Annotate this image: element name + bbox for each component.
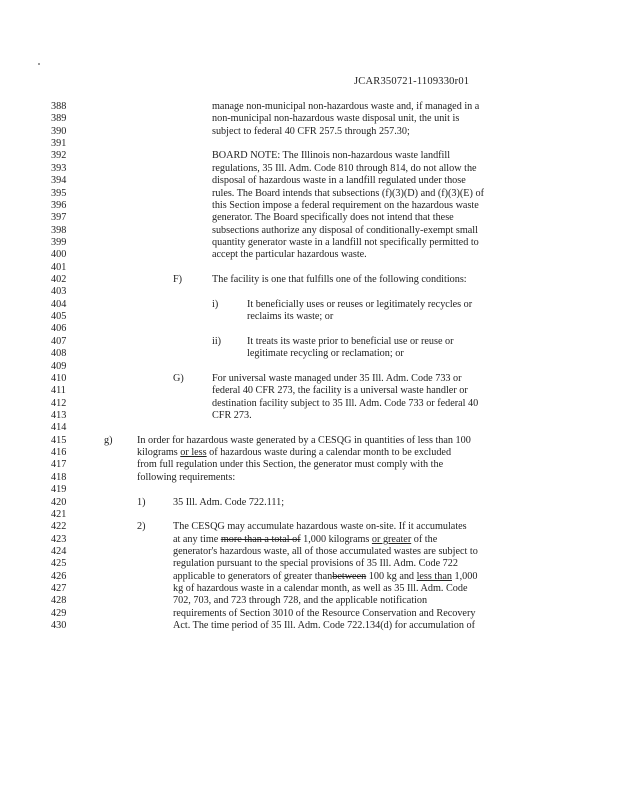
- text-segment: of the: [411, 533, 438, 545]
- text-segment: at any time: [173, 533, 221, 545]
- line-number: 402: [51, 274, 67, 286]
- line-number: 414: [51, 422, 67, 434]
- line-number: 429: [51, 607, 67, 619]
- line-number: 398: [51, 224, 67, 236]
- line-text: manage non-municipal non-hazardous waste and, if managed in a: [212, 101, 480, 112]
- line-number: 412: [51, 397, 67, 409]
- line-number: 418: [51, 471, 67, 483]
- line-text: BOARD NOTE: The Illinois non-hazardous waste landfill: [212, 150, 451, 162]
- line-text: non-municipal non-hazardous waste disposal unit, the unit is: [212, 113, 460, 125]
- item-marker: 2): [137, 521, 146, 533]
- text-segment: applicable to generators of greater than: [173, 570, 333, 582]
- text-segment: 100 kg and: [366, 570, 417, 582]
- line-text: [137, 435, 471, 447]
- item-marker: ii): [212, 335, 222, 347]
- line-number: 425: [51, 558, 67, 570]
- line-number: 419: [51, 484, 67, 496]
- line-number: 409: [51, 360, 67, 372]
- line-number: 399: [51, 236, 67, 248]
- item-marker: i): [212, 298, 219, 310]
- line-text: subsections authorize any disposal of conditionally-exempt small: [212, 224, 478, 236]
- line-text: The CESQG may accumulate hazardous waste on-site. If it accumulates: [173, 521, 467, 533]
- line-number: 406: [51, 323, 67, 335]
- document-header-id: JCAR350721-1109330r01: [354, 76, 470, 87]
- line-text: following requirements:: [137, 471, 236, 483]
- line-text: destination facility subject to 35 Ill. Adm. Code 733 or federal 40: [212, 397, 479, 409]
- line-text: this Section impose a federal requirement on the hazardous waste: [212, 199, 479, 211]
- line-text: disposal of hazardous waste in a landfill regulated under those: [212, 175, 466, 187]
- line-number: 411: [51, 385, 66, 397]
- line-number: 426: [51, 570, 67, 582]
- text-segment: kilograms: [137, 447, 181, 459]
- item-marker: G): [173, 372, 184, 384]
- line-text: [173, 571, 477, 583]
- line-text: The facility is one that fulfills one of the following conditions:: [212, 274, 467, 286]
- item-marker: F): [173, 274, 183, 286]
- line-text: from full regulation under this Section, the generator must comply with the: [137, 459, 444, 471]
- line-number: 396: [51, 199, 67, 211]
- line-text: reclaims its waste; or: [247, 311, 334, 323]
- line-number: 391: [51, 138, 67, 150]
- line-text: rules. The Board intends that subsections (f)(3)(D) and (f)(3)(E) of: [212, 187, 484, 199]
- line-text: [137, 447, 451, 459]
- line-number: 395: [51, 187, 67, 199]
- line-number: 428: [51, 595, 67, 607]
- line-number: 394: [51, 175, 67, 187]
- line-number: 401: [51, 261, 67, 273]
- line-text: accept the particular hazardous waste.: [212, 249, 367, 261]
- line-number: 400: [51, 249, 67, 261]
- text-segment: In order for hazardous waste generated by a CESQG in quantities of less than 100: [137, 434, 471, 446]
- line-number: 421: [51, 508, 67, 520]
- inserted-text: or less: [180, 447, 207, 459]
- line-text: requirements of Section 3010 of the Resource Conservation and Recovery: [173, 607, 476, 619]
- text-segment: 1,000: [451, 570, 478, 582]
- text-segment: 1,000 kilograms: [300, 533, 372, 545]
- line-number: 430: [51, 620, 67, 632]
- line-number: 407: [51, 335, 67, 347]
- line-text: generator's hazardous waste, all of those accumulated wastes are subject to: [173, 545, 478, 557]
- line-number: 397: [51, 212, 67, 224]
- line-text: kg of hazardous waste in a calendar month, as well as 35 Ill. Adm. Code: [173, 583, 468, 595]
- line-number: 415: [51, 434, 67, 446]
- line-text: [173, 534, 437, 546]
- line-text: 702, 703, and 723 through 728, and the applicable notification: [173, 595, 428, 607]
- line-text: 35 Ill. Adm. Code 722.111;: [173, 496, 285, 508]
- line-number: 392: [51, 150, 67, 162]
- line-text: federal 40 CFR 273, the facility is a universal waste handler or: [212, 385, 468, 397]
- line-number: 388: [51, 101, 67, 112]
- line-text: subject to federal 40 CFR 257.5 through 257.30;: [212, 125, 410, 137]
- line-number: 408: [51, 348, 67, 360]
- deleted-text: more than a total of: [220, 533, 301, 545]
- line-text: It beneficially uses or reuses or legitimately recycles or: [247, 298, 473, 310]
- line-text: generator. The Board specifically does not intend that these: [212, 212, 454, 224]
- line-text: Act. The time period of 35 Ill. Adm. Code 722.134(d) for accumulation of: [173, 620, 475, 632]
- line-number: 393: [51, 162, 67, 174]
- line-text: CFR 273.: [212, 410, 252, 421]
- line-text: It treats its waste prior to beneficial use or reuse or: [247, 335, 454, 347]
- line-text: regulation pursuant to the special provisions of 35 Ill. Adm. Code 722: [173, 558, 458, 570]
- line-number: 416: [51, 447, 67, 459]
- line-number: 427: [51, 583, 67, 595]
- line-number: 405: [51, 311, 67, 323]
- line-text: legitimate recycling or reclamation; or: [247, 348, 404, 360]
- scan-speck: [38, 63, 40, 65]
- line-number: 413: [51, 410, 67, 421]
- inserted-text: less than: [416, 570, 452, 582]
- line-text: quantity generator waste in a landfill not specifically permitted to: [212, 236, 479, 248]
- line-number: 390: [51, 125, 67, 137]
- line-number: 424: [51, 545, 67, 557]
- line-number: 403: [51, 286, 67, 298]
- text-segment: of hazardous waste during a calendar month to be excluded: [206, 447, 452, 459]
- line-number: 410: [51, 372, 67, 384]
- line-number: 420: [51, 496, 67, 508]
- item-marker: 1): [137, 496, 146, 508]
- line-number: 423: [51, 533, 67, 545]
- line-number: 422: [51, 521, 67, 533]
- line-text: regulations, 35 Ill. Adm. Code 810 through 814, do not allow the: [212, 162, 477, 174]
- line-number: 417: [51, 459, 67, 471]
- item-marker: g): [104, 434, 113, 446]
- line-number: 389: [51, 113, 67, 125]
- line-number: 404: [51, 298, 67, 310]
- line-text: For universal waste managed under 35 Ill. Adm. Code 733 or: [212, 372, 462, 384]
- deleted-text: between: [332, 570, 367, 582]
- inserted-text: or greater: [371, 533, 412, 545]
